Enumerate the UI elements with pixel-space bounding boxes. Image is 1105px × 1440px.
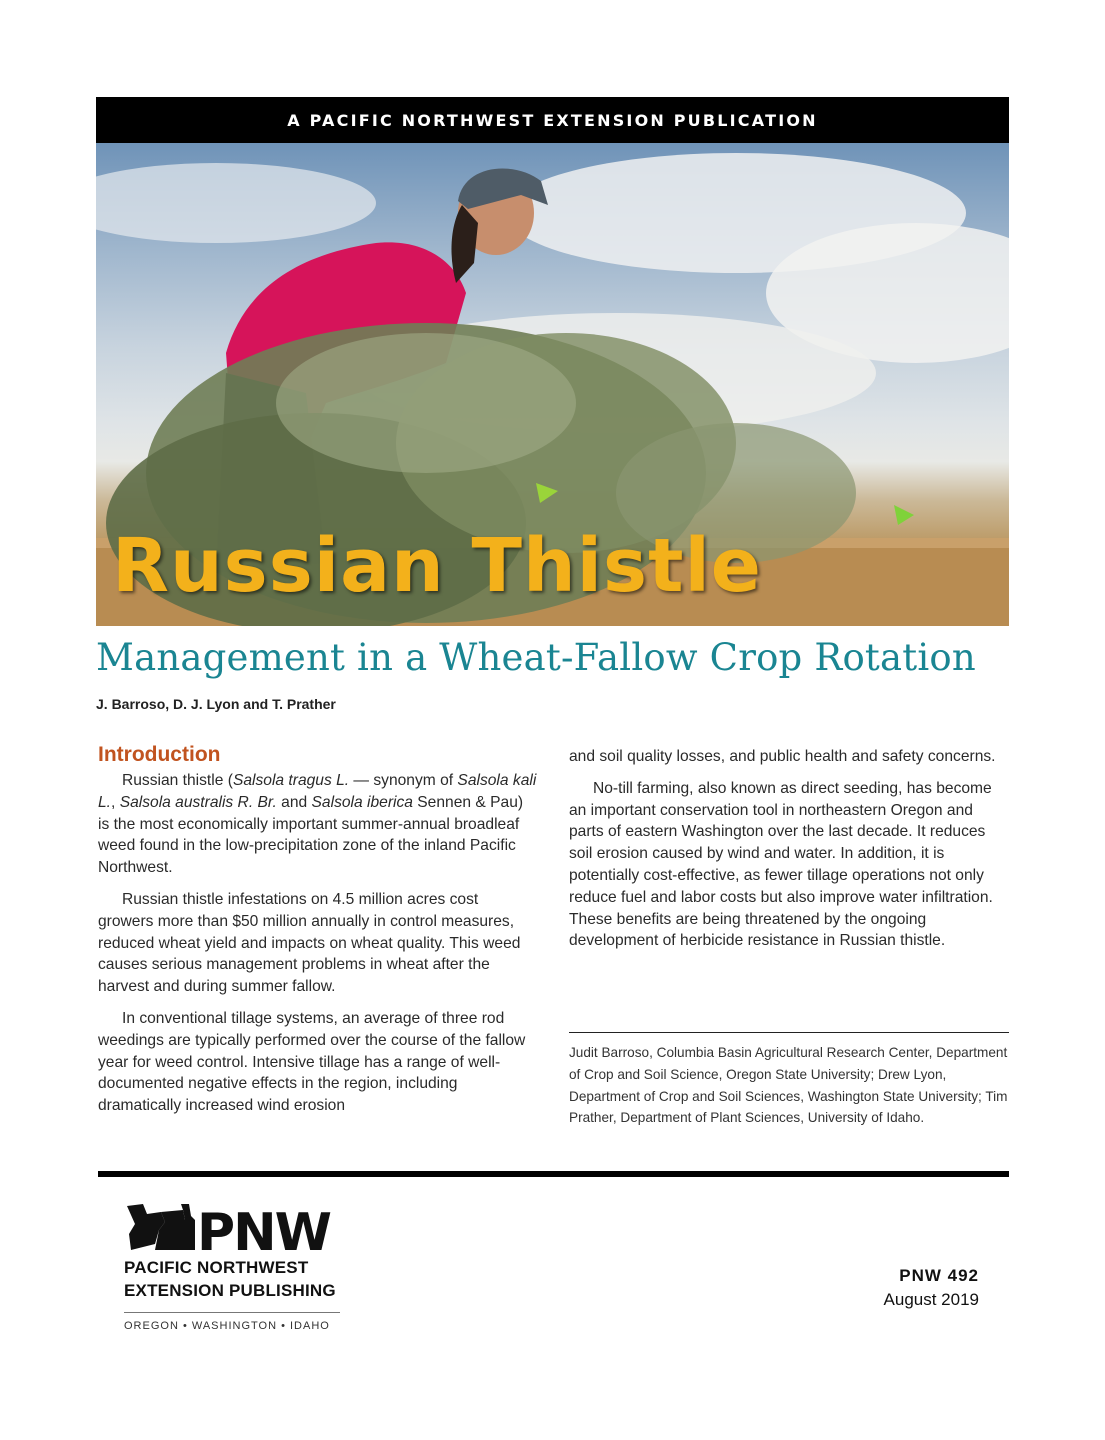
logo-states: OREGON • WASHINGTON • IDAHO: [124, 1320, 330, 1332]
pnw-map-logo-icon: [125, 1200, 345, 1256]
cover-title: Russian Thistle: [112, 523, 762, 609]
right-column: [569, 746, 1009, 962]
footer-divider: [98, 1171, 1009, 1177]
logo-line-2: EXTENSION PUBLISHING: [124, 1281, 336, 1300]
logo-line-1: PACIFIC NORTHWEST: [124, 1258, 309, 1277]
author-line: J. Barroso, D. J. Lyon and T. Prather: [96, 696, 336, 712]
intro-paragraph-4: No-till farming, also known as direct seeding, has become an important conservation tool in northeastern Oregon and parts of eastern Washington over the last decade. It reduces soil erosion caused by wind and water. In addition, it is potentially cost-effective, as fewer tillage operations not only reduce fuel and labor costs but also improve water infiltration. These benefits are being threatened by the ongoing development of herbicide resistance in Russian thistle.: [569, 779, 993, 950]
pnw-publishing-logo: [120, 1195, 350, 1345]
intro-paragraph-3-continued: and soil quality losses, and public health and safety concerns.: [569, 748, 996, 765]
affiliation-divider: [569, 1032, 1009, 1033]
publication-number: PNW 492: [899, 1266, 979, 1285]
left-column: [98, 742, 538, 1127]
cover-subtitle: Management in a Wheat-Fallow Crop Rotation: [96, 636, 976, 679]
publication-banner: A PACIFIC NORTHWEST EXTENSION PUBLICATION: [96, 97, 1009, 143]
intro-paragraph-1: Russian thistle (Salsola tragus L. — synonym of Salsola kali L., Salsola australis R. Br. and Salsola iberica Sennen & Pau) is the most economically important summer-annual broadleaf weed found in the low-precipitation zone of the inland Pacific Northwest.: [98, 772, 537, 877]
author-affiliations: Judit Barroso, Columbia Basin Agricultural Research Center, Department of Crop and Soil Science, Oregon State University; Drew Lyon, Department of Crop and Soil Sciences, Washington State University; Tim Prather, Department of Plant Sciences, University of Idaho.: [569, 1045, 1008, 1126]
cover-photo: [96, 143, 1009, 626]
intro-heading: Introduction: [98, 743, 221, 766]
pnw-logo-text: PNW: [197, 1203, 330, 1256]
publication-date: August 2019: [883, 1290, 979, 1309]
intro-paragraph-2: Russian thistle infestations on 4.5 million acres cost growers more than $50 million annually in control measures, reduced wheat yield and impacts on wheat quality. This weed causes serious management problems in wheat after the harvest and during summer fallow.: [98, 890, 521, 996]
logo-rule: [124, 1312, 340, 1313]
intro-paragraph-3: In conventional tillage systems, an average of three rod weedings are typically performed over the course of the fallow year for weed control. Intensive tillage has a range of well-documented negative effects in the region, including dramatically increased wind erosion: [98, 1009, 526, 1115]
